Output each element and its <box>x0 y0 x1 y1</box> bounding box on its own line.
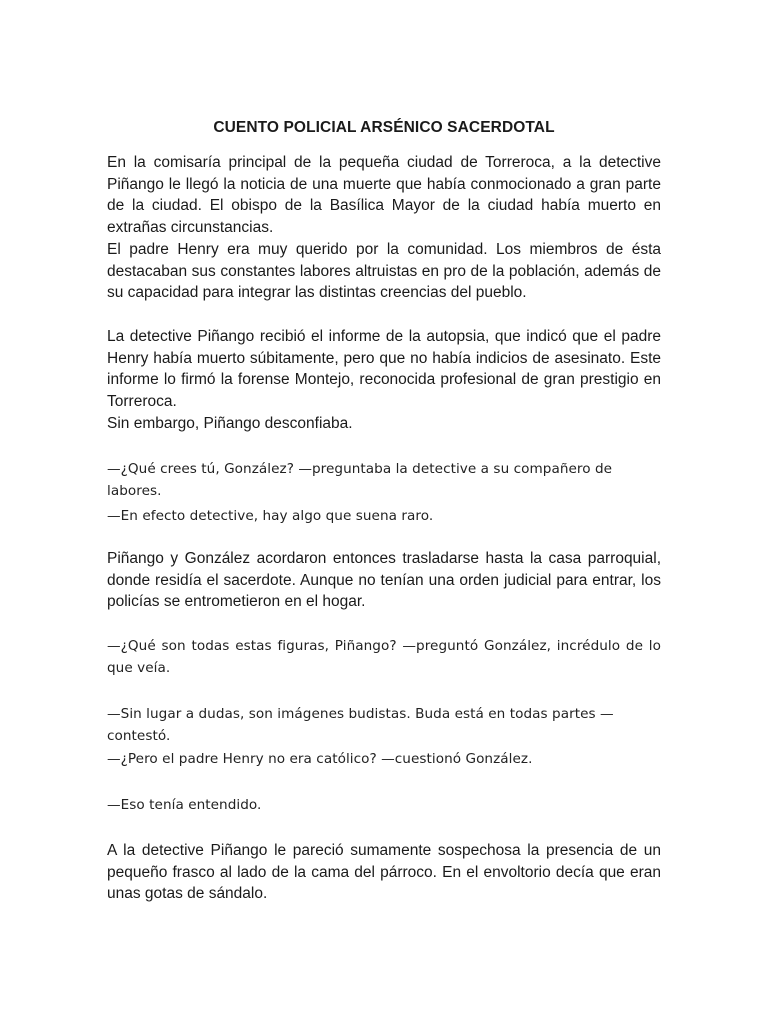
paragraph-2: El padre Henry era muy querido por la comunidad. Los miembros de ésta destacaban sus constantes labores altruistas en pro de la población, además de su capacidad para integrar las distintas creencias del pueblo. <box>107 241 661 301</box>
dialogue-line-6: —Eso tenía entendido. <box>107 797 262 813</box>
dialogue-line-4: —Sin lugar a dudas, son imágenes budistas. Buda está en todas partes — contestó. <box>107 706 614 744</box>
paragraph-1: En la comisaría principal de la pequeña ciudad de Torreroca, a la detective Piñango le llegó la noticia de una muerte que había conmocionado a gran parte de la ciudad. El obispo de la Basílica Mayor de la ciudad había muerto en extrañas circunstancias. <box>107 154 661 236</box>
paragraph-3: La detective Piñango recibió el informe de la autopsia, que indicó que el padre Henry había muerto súbitamente, pero que no había indicios de asesinato. Este informe lo firmó la forense Montejo, reconocida profesional de gran prestigio en Torreroca. <box>107 328 661 410</box>
paragraph-6: A la detective Piñango le pareció sumamente sospechosa la presencia de un pequeño frasco al lado de la cama del párroco. En el envoltorio decía que eran unas gotas de sándalo. <box>107 842 661 902</box>
dialogue-line-1: —¿Qué crees tú, González? —preguntaba la detective a su compañero de labores. <box>107 461 613 499</box>
paragraph-4: Sin embargo, Piñango desconfiaba. <box>107 415 353 432</box>
dialogue-line-3: —¿Qué son todas estas figuras, Piñango? —preguntó González, incrédulo de lo que veía. <box>107 638 661 676</box>
dialogue-line-2: —En efecto detective, hay algo que suena raro. <box>107 508 434 524</box>
paragraph-5: Piñango y González acordaron entonces trasladarse hasta la casa parroquial, donde residía el sacerdote. Aunque no tenían una orden judicial para entrar, los policías se entrometieron en el hogar. <box>107 550 661 610</box>
dialogue-line-5: —¿Pero el padre Henry no era católico? —cuestionó González. <box>107 751 533 767</box>
document-title: CUENTO POLICIAL ARSÉNICO SACERDOTAL <box>213 119 555 136</box>
